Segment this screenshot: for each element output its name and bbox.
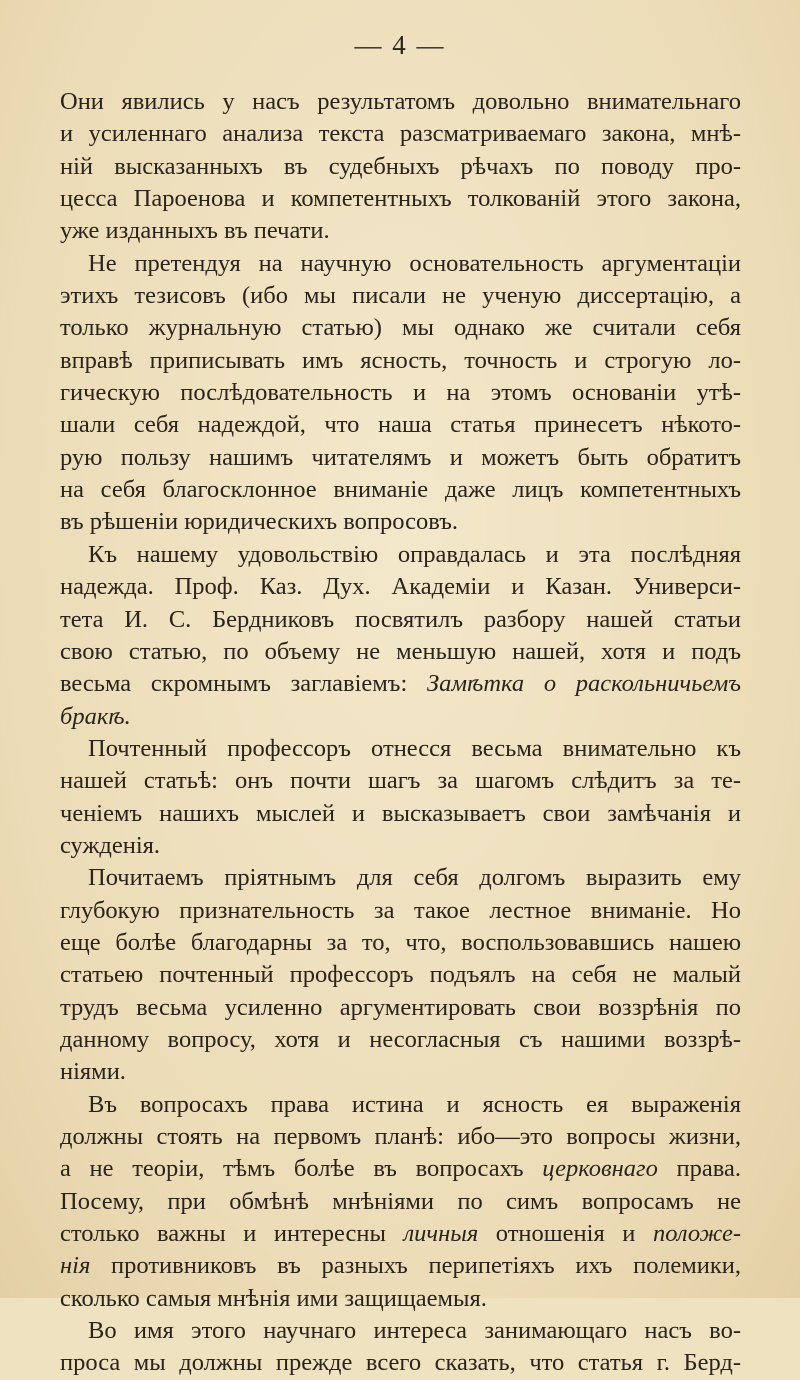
text-line — [60, 1121, 741, 1153]
text-line — [60, 668, 741, 700]
text-line — [60, 280, 741, 312]
text-line — [60, 1283, 741, 1315]
line-text: гическую послѣдовательность и на этомъ основаніи утѣ- — [60, 379, 741, 407]
text-line — [60, 636, 741, 668]
text-line — [60, 1347, 741, 1379]
text-line — [60, 830, 741, 862]
line-text: Посему, при обмѣнѣ мнѣніями по симъ вопросамъ не — [60, 1187, 741, 1215]
text-line — [60, 377, 741, 409]
text-line — [60, 1186, 741, 1218]
line-text: Не претендуя на научную основательность аргументаціи — [88, 249, 741, 277]
line-text: свою статью, по объему не меньшую нашей, хотя и подъ — [60, 637, 741, 665]
line-text: глубокую признательность за такое лестное вниманіе. Но — [60, 896, 741, 924]
line-text: этихъ тезисовъ (ибо мы писали не ученую диссертацію, а — [60, 282, 741, 310]
text-line — [60, 183, 741, 215]
line-text: цесса Пароенова и компетентныхъ толкованій этого закона, — [60, 185, 741, 213]
text-line — [60, 215, 741, 247]
text-line — [60, 1056, 741, 1088]
body-text — [60, 86, 741, 1380]
line-text: должны стоять на первомъ планѣ: ибо—это вопросы жизни, — [60, 1123, 741, 1150]
line-text: Почтенный профессоръ отнесся весьма внимательно къ — [88, 734, 741, 762]
page-number: — 4 — — [354, 30, 446, 60]
line-text: права. — [657, 1155, 741, 1183]
line-text: Къ нашему удовольствію оправдалась и эта послѣдняя — [88, 540, 741, 568]
line-text: сколько самыя мнѣнія ими защищаемыя. — [60, 1284, 487, 1312]
line-text: проса мы должны прежде всего сказать, что статья г. Берд- — [60, 1349, 741, 1377]
line-text: Почитаемъ пріятнымъ для себя долгомъ выразить ему — [88, 864, 741, 892]
text-line — [60, 1153, 741, 1185]
text-line — [60, 862, 741, 894]
italic-text: бракѣ. — [60, 702, 131, 730]
text-line — [60, 442, 741, 474]
line-text: рую пользу нашимъ читателямъ и можетъ быть обратитъ — [60, 443, 741, 471]
line-text: столько важны и интересны — [60, 1220, 404, 1248]
text-line — [60, 409, 741, 441]
line-text: статьею почтенный профессоръ подъялъ на себя не малый — [60, 961, 741, 989]
text-line — [60, 1089, 741, 1121]
text-line — [60, 474, 741, 506]
line-text: противниковъ въ разныхъ перипетіяхъ ихъ полемики, — [90, 1252, 741, 1280]
text-line — [60, 571, 741, 603]
line-text: на себя благосклонное вниманіе даже лицъ компетентныхъ — [60, 476, 741, 504]
line-text: уже изданныхъ въ печати. — [60, 217, 330, 245]
italic-text: положе- — [652, 1220, 741, 1248]
line-text: шали себя надеждой, что наша статья принесетъ нѣкото- — [60, 411, 741, 439]
text-line — [60, 312, 741, 344]
text-line — [60, 1218, 741, 1250]
text-line — [60, 1024, 741, 1056]
text-line — [60, 959, 741, 991]
line-text: трудъ весьма усиленно аргументировать свои воззрѣнія по — [60, 993, 741, 1021]
italic-text: личныя — [403, 1220, 479, 1248]
text-line — [60, 798, 741, 830]
line-text: данному вопросу, хотя и несогласныя съ нашими воззрѣ- — [60, 1025, 741, 1053]
line-text: Въ вопросахъ права истина и ясность ея выраженія — [88, 1090, 741, 1118]
line-text: и усиленнаго анализа текста разсматриваемаго закона, мнѣ- — [60, 120, 741, 148]
line-text: надежда. Проф. Каз. Дух. Академіи и Казан. Универси- — [60, 573, 741, 601]
italic-text: нія — [60, 1252, 91, 1280]
text-line — [60, 992, 741, 1024]
text-line — [60, 506, 741, 538]
text-line — [60, 604, 741, 636]
text-line — [60, 345, 741, 377]
text-line — [60, 118, 741, 150]
line-text: ніями. — [60, 1058, 126, 1086]
line-text: Они явились у насъ результатомъ довольно внимательнаго — [60, 88, 741, 115]
line-text: вправѣ приписывать имъ ясность, точность и строгую ло- — [60, 346, 741, 374]
text-line — [60, 539, 741, 571]
line-text: ченіемъ нашихъ мыслей и высказываетъ свои замѣчанія и — [60, 799, 741, 827]
text-line — [60, 927, 741, 959]
line-text: отношенія и — [478, 1220, 653, 1248]
line-text: нашей статьѣ: онъ почти шагъ за шагомъ слѣдитъ за те- — [60, 767, 741, 795]
italic-text: церковнаго — [542, 1155, 658, 1183]
line-text: а не теоріи, тѣмъ болѣе въ вопросахъ — [60, 1155, 543, 1183]
text-line — [60, 895, 741, 927]
text-line — [60, 86, 741, 118]
line-text: еще болѣе благодарны за то, что, воспользовавшись нашею — [60, 928, 741, 956]
text-line — [60, 151, 741, 183]
line-text: ній высказанныхъ въ судебныхъ рѣчахъ по поводу про- — [60, 152, 741, 180]
italic-text: Замѣтка о раскольничьемъ — [426, 670, 741, 698]
text-line — [60, 701, 741, 733]
text-line — [60, 248, 741, 280]
line-text: весьма скромнымъ заглавіемъ: — [60, 670, 427, 698]
text-line — [60, 733, 741, 765]
line-text: сужденія. — [60, 831, 161, 859]
text-line — [60, 765, 741, 797]
text-line — [60, 1315, 741, 1347]
text-line — [60, 1250, 741, 1282]
line-text: только журнальную статью) мы однако же считали себя — [60, 314, 741, 342]
line-text: Во имя этого научнаго интереса занимающаго насъ во- — [88, 1317, 741, 1345]
line-text: въ рѣшеніи юридическихъ вопросовъ. — [60, 508, 458, 536]
line-text: тета И. С. Бердниковъ посвятилъ разбору нашей статьи — [60, 605, 741, 633]
